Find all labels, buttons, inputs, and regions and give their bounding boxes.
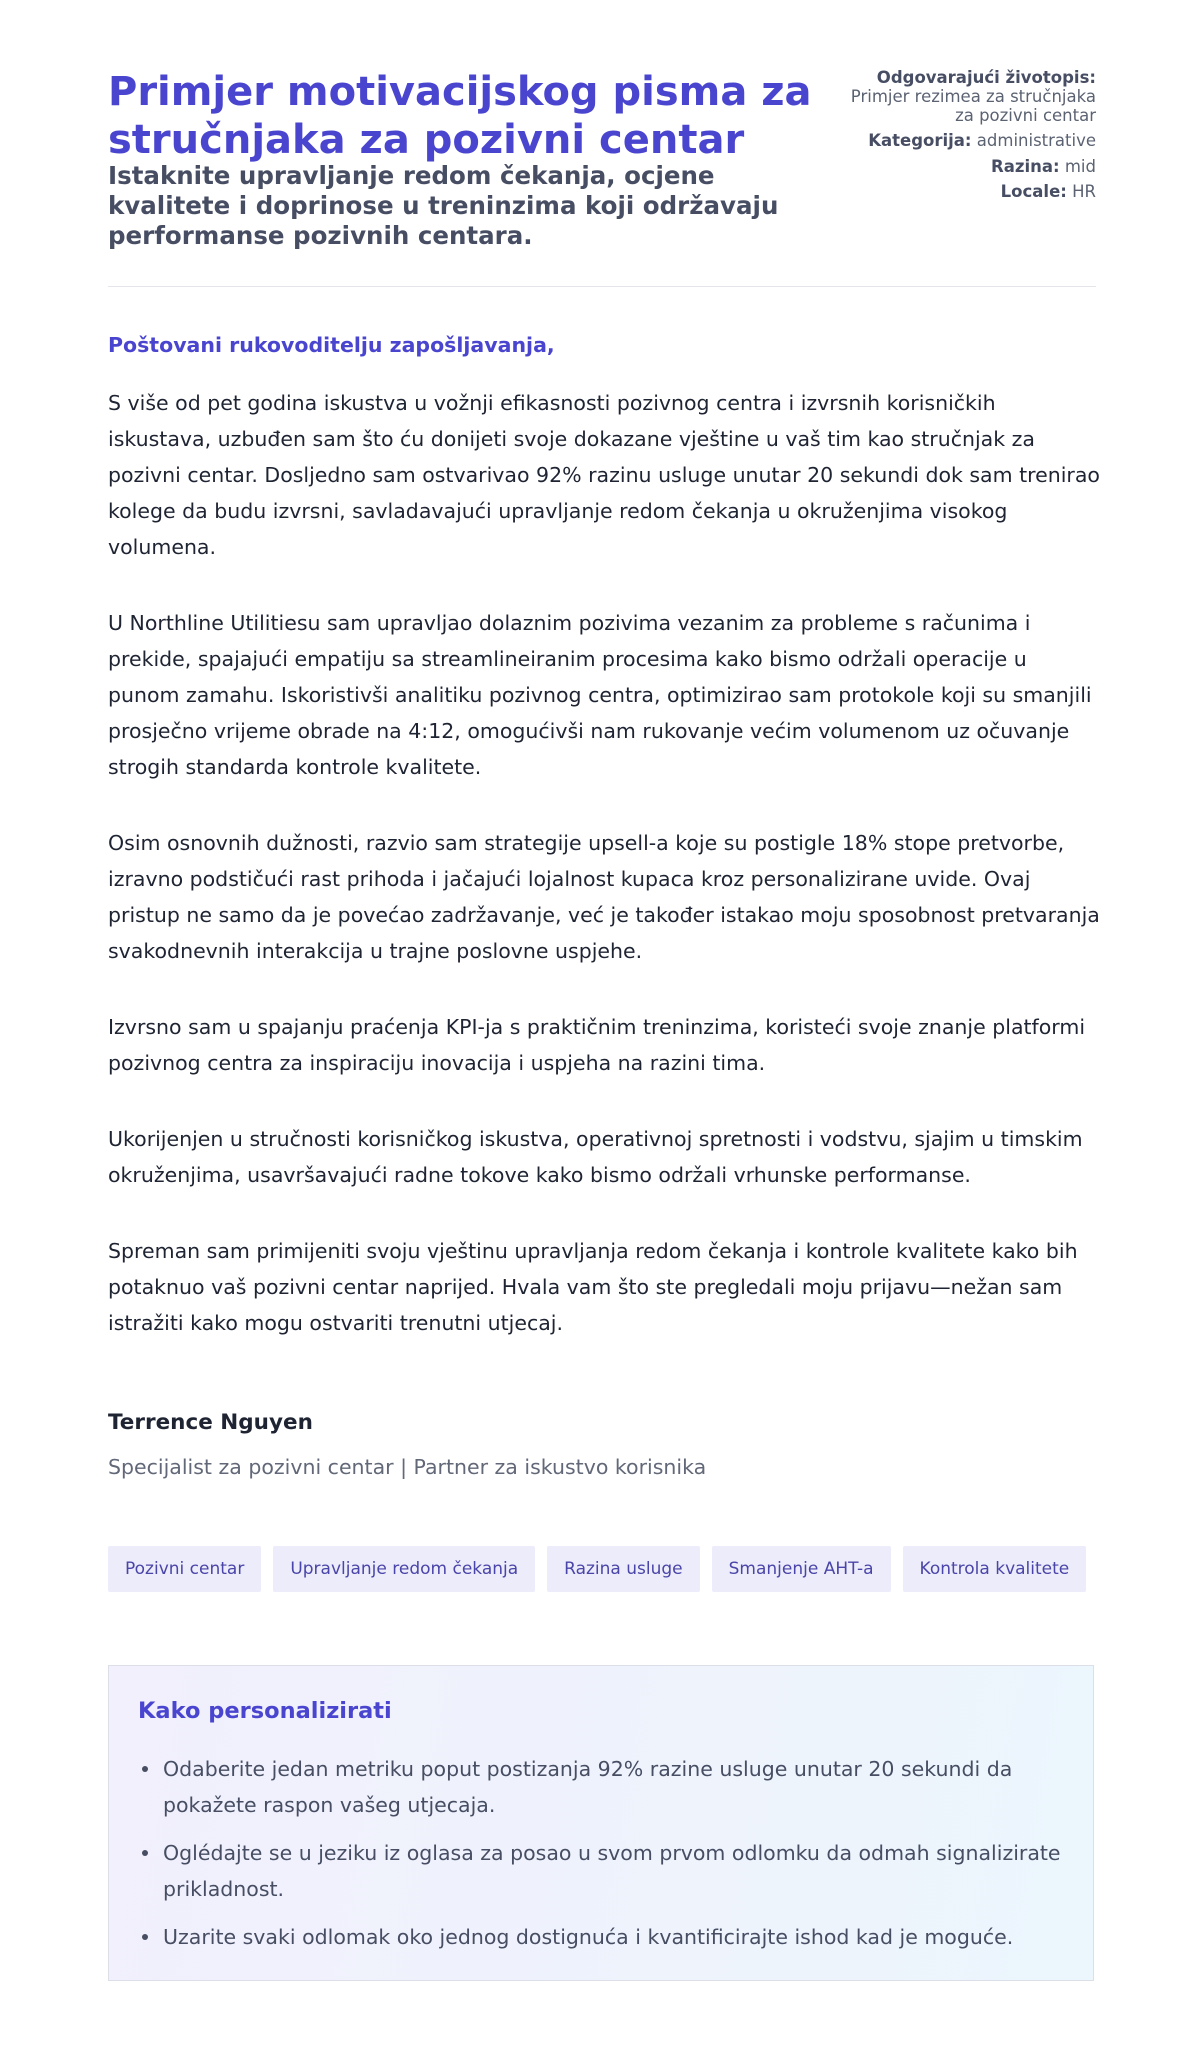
signature-name: Terrence Nguyen — [108, 1410, 313, 1435]
page-subtitle: Istaknite upravljanje redom čekanja, ocjene kvalitete i doprinose u treninzima koji održavaju performanse pozivnih centara. — [108, 161, 779, 250]
meta-level-value: mid — [1064, 156, 1096, 176]
meta-category — [836, 131, 1096, 151]
meta-locale-label: Locale: — [1000, 182, 1067, 201]
meta-category-label: Kategorija: — [868, 131, 972, 150]
meta-panel — [836, 68, 1096, 208]
meta-level-label: Razina: — [991, 156, 1060, 176]
letter-paragraph: Izvrsno sam u spajanju praćenja KPI-ja s praktičnim treninzima, koristeći svoje znanje platformi pozivnog centra za inspiraciju inovacija i uspjeha na razini tima. — [108, 1015, 1086, 1075]
meta-level — [836, 157, 1096, 177]
page-title: Primjer motivacijskog pisma za stručnjaka za pozivni centar — [108, 69, 812, 163]
signature-role: Specijalist za pozivni centar | Partner za iskustvo korisnika — [108, 1455, 707, 1479]
tips-title: Kako personalizirati — [138, 1698, 392, 1724]
skill-tag: Smanjenje AHT-a — [712, 1546, 891, 1592]
letter-paragraph: Ukorijenjen u stručnosti korisničkog iskustva, operativnoj spretnosti i vodstvu, sjajim u timskim okruženjima, usavršavajući radne tokove kako bismo održali vrhunske performanse. — [108, 1127, 1083, 1187]
meta-related-label: Odgovarajući životopis: — [876, 68, 1096, 87]
meta-locale — [836, 182, 1096, 202]
letter-signature — [108, 1410, 1098, 1479]
letter-paragraph: Spreman sam primijeniti svoju vještinu upravljanja redom čekanja i kontrole kvalitete kako bih potaknuo vaš pozivni centar naprijed. Hvala vam što ste pregledali moju prijavu—nežan sam istražiti kako mogu ostvariti trenutni utjecaj. — [108, 1239, 1078, 1335]
letter-body — [108, 385, 1103, 1381]
skill-tags — [108, 1546, 1086, 1592]
meta-category-value: administrative — [976, 131, 1096, 150]
letter-paragraph: S više od pet godina iskustva u vožnji efikasnosti pozivnog centra i izvrsnih korisničkih iskustava, uzbuđen sam što ću donijeti svoje dokazane vještine u vaš tim kao stručnjak za pozivni centar. Dosljedno sam ostvarivao 92% razinu usluge unutar 20 sekundi dok sam trenirao kolege da budu izvrsni, savladavajući upravljanje redom čekanja u okruženjima visokog volumena. — [108, 391, 1100, 559]
meta-locale-value: HR — [1072, 182, 1096, 201]
skill-tag: Razina usluge — [547, 1546, 699, 1592]
skill-tag: Pozivni centar — [108, 1546, 261, 1592]
personalization-tips — [108, 1665, 1094, 1981]
tips-list-item: Oglédajte se u jeziku iz oglasa za posao u svom prvom odlomku da odmah signalizirate prikladnost. — [163, 1835, 1088, 1907]
meta-related-resume — [836, 68, 1096, 125]
tips-list-item: Uzarite svaki odlomak oko jednog dostignuća i kvantificirajte ishod kad je moguće. — [163, 1919, 1088, 1955]
letter-paragraph: U Northline Utilitiesu sam upravljao dolaznim pozivima vezanim za probleme s računima i prekide, spajajući empatiju sa streamlineiranim procesima kako bismo održali operacije u punom zamahu. Iskoristivši analitiku pozivnog centra, optimizirao sam protokole koji su smanjili prosječno vrijeme obrade na 4:12, omogućivši nam rukovanje većim volumenom uz očuvanje strogih standarda kontrole kvalitete. — [108, 611, 1092, 779]
tips-list-item: Odaberite jedan metriku poput postizanja 92% razine usluge unutar 20 sekundi da pokažete raspon vašeg utjecaja. — [163, 1751, 1088, 1823]
page-header — [108, 68, 1096, 287]
letter-paragraph: Osim osnovnih dužnosti, razvio sam strategije upsell-a koje su postigle 18% stope pretvorbe, izravno podstičući rast prihoda i jačajući lojalnost kupaca kroz personalizirane uvide. Ovaj pristup ne samo da je povećao zadržavanje, već je također istakao moju sposobnost pretvaranja svakodnevnih interakcija u trajne poslovne uspjehe. — [108, 831, 1100, 963]
skill-tag: Kontrola kvalitete — [903, 1546, 1087, 1592]
letter-salutation: Poštovani rukovoditelju zapošljavanja, — [108, 333, 555, 357]
skill-tag: Upravljanje redom čekanja — [273, 1546, 535, 1592]
meta-related-value[interactable]: Primjer rezimea za stručnjaka za pozivni centar — [850, 87, 1096, 125]
tips-list — [138, 1751, 1088, 1967]
